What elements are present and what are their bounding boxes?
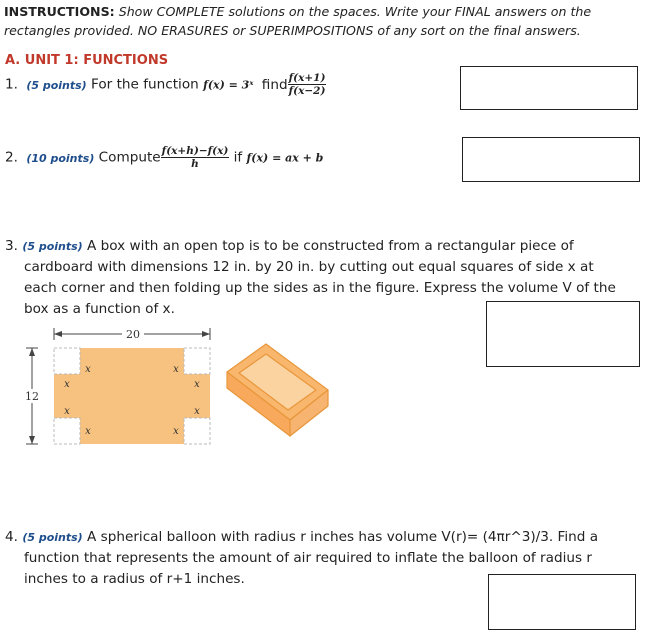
q2-fraction <box>161 145 230 170</box>
q3-line-2: cardboard with dimensions 12 in. by 20 in. by cutting out equal squares of side x at <box>24 259 594 275</box>
q3-number: 3. <box>5 238 18 254</box>
q3-answer-box[interactable] <box>486 301 640 367</box>
open-box-illustration <box>227 344 328 436</box>
q3-line-4: box as a function of x. <box>24 301 175 317</box>
q1-number: 1. <box>5 76 18 93</box>
q4-answer-box[interactable] <box>488 574 636 630</box>
q2-answer-box[interactable] <box>462 137 640 182</box>
x-label-br-side: x <box>194 406 200 417</box>
instructions <box>4 2 632 40</box>
height-label: 12 <box>25 390 39 403</box>
q3-points: (5 points) <box>22 240 83 253</box>
q3-line-3: each corner and then folding up the sides as in the figure. Express the volume V of the <box>24 280 616 296</box>
q1-text-b: find <box>261 76 288 93</box>
q2-points: (10 points) <box>26 151 95 165</box>
q2-frac-num: f(x+h)−f(x) <box>161 145 229 157</box>
width-dimension <box>54 326 210 342</box>
q4-line1-text: A spherical balloon with radius r inches has volume V(r)= (4πr^3)/3. Find a <box>87 529 599 545</box>
x-label-bl-bottom: x <box>85 426 91 437</box>
q3-line-1 <box>5 236 635 257</box>
section-title: A. UNIT 1: FUNCTIONS <box>5 53 169 68</box>
q2-text-b: if <box>233 149 243 166</box>
q4-line-2: function that represents the amount of air required to inflate the balloon of radius r <box>24 550 592 566</box>
question-1 <box>5 72 326 97</box>
q4-line-1 <box>5 527 635 548</box>
q3-figure <box>22 322 342 452</box>
q1-points: (5 points) <box>26 78 87 92</box>
x-label-bl-side: x <box>64 406 70 417</box>
height-dimension <box>24 348 40 444</box>
instructions-text: Show COMPLETE solutions on the spaces. Write your FINAL answers on the rectangles provided. NO ERASURES or SUPERIMPOSITIONS of any sort on the final answers. <box>4 4 592 38</box>
question-2 <box>5 145 323 170</box>
width-label: 20 <box>126 328 140 341</box>
x-label-tr-top: x <box>173 364 179 375</box>
x-label-tl-top: x <box>85 364 91 375</box>
x-label-tr-side: x <box>194 379 200 390</box>
q1-function: f(x) = 3ˣ <box>203 78 254 92</box>
cardboard-sheet <box>54 348 210 444</box>
q2-text-a: Compute <box>98 149 161 166</box>
instructions-label: INSTRUCTIONS: <box>4 4 115 19</box>
q1-answer-box[interactable] <box>460 66 638 110</box>
q1-frac-num: f(x+1) <box>288 72 326 84</box>
x-label-tl-side: x <box>64 379 70 390</box>
q2-function: f(x) = ax + b <box>246 151 324 165</box>
q4-line-3: inches to a radius of r+1 inches. <box>24 571 245 587</box>
x-label-br-bottom: x <box>173 426 179 437</box>
q4-points: (5 points) <box>22 531 83 544</box>
q3-line1-text: A box with an open top is to be constructed from a rectangular piece of <box>87 238 574 254</box>
q1-fraction <box>288 72 327 97</box>
q1-text-a: For the function <box>91 76 199 93</box>
q2-number: 2. <box>5 149 18 166</box>
q2-frac-den: h <box>191 158 199 170</box>
q4-number: 4. <box>5 529 18 545</box>
q1-frac-den: f(x−2) <box>288 85 326 97</box>
